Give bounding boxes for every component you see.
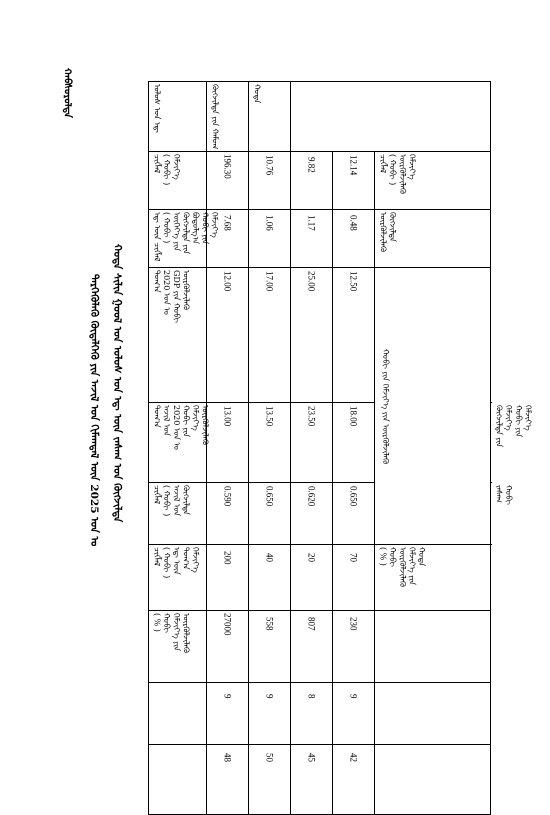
value-cell: 10.76 xyxy=(249,152,291,210)
row-header-unit: ᠬᠦᠭᠵᠢᠯᠲᠡ ᠶᠢᠨ ᠬᠠᠮᠤᠭ xyxy=(207,82,249,152)
col-header-4: ᠲᠣᠭ᠎ᠠ ᠠᠵᠢᠯ ᠤᠨ 2020 ᠣᠨ ᠤ ᠬᠤᠪᠢ ᠶᠢᠨ ᠬᠡᠮᠵᠢᠶ᠎ᠡ ᠦᠷᠭᠦᠯᠵᠢᠯᠡᠬᠦ xyxy=(149,403,207,483)
value-cell: 0.48 xyxy=(333,210,375,268)
value-cell: 18.00 xyxy=(333,403,375,483)
value-cell: 196.30 xyxy=(207,152,249,210)
value-cell: 27000 xyxy=(207,611,249,683)
value-cell: 1.06 xyxy=(249,210,291,268)
value-cell: 40 xyxy=(249,545,291,611)
value-cell: 9 xyxy=(333,683,375,745)
value-cell: 25.00 xyxy=(291,268,333,403)
value-cell: 23.50 xyxy=(291,403,333,483)
document-title-line-2: ᠲᠡᠷᠭᠡᠭᠦᠯᠡᠬᠦ ᠬᠥᠳᠡᠯᠭᠡᠬᠦ ᠶᠢᠨ ᠠᠵᠢᠯ ᠤᠨ ᠬᠢᠮᠠᠭᠳᠠᠯ ᠦᠨ 2025 ᠣᠨ ᠤ xyxy=(88,274,101,547)
value-cell: 42 xyxy=(333,745,375,815)
value-cell: 70 xyxy=(333,545,375,611)
col-header-7: ᠴᠢᠭᠯᠡᠯ ( ᠬᠤᠪᠢ ) ᠡᠳ᠋ ᠦᠨ ᠲᠣᠭ᠎ᠠ ᠬᠡᠮᠵᠢᠶ᠎ᠡ xyxy=(149,545,207,611)
value-cell: 48 xyxy=(207,745,249,815)
row-header-blank xyxy=(291,82,491,152)
value-cell: 0.650 xyxy=(249,483,291,545)
value-cell: 9.82 xyxy=(291,152,333,210)
value-cell: 230 xyxy=(333,611,375,683)
col-header-6: ᠴᠢᠭᠯᠡᠯ ( ᠬᠤᠪᠢ ) ᠠᠵᠢᠯ ᠤᠨ ᠬᠦᠭᠵᠢᠯᠲᠡ xyxy=(149,483,207,545)
value-cell: 558 xyxy=(249,611,291,683)
value-cell: 13.00 xyxy=(207,403,249,483)
empty-cell xyxy=(375,745,491,815)
data-table: ᠤᠯᠤᠰ ᠤᠨ ᠡᠳ᠋ ᠬᠦᠭᠵᠢᠯᠲᠡ ᠶᠢᠨ ᠬᠠᠮᠤᠭ ᠬᠣᠲᠠ ᠴᠢᠭᠯᠡᠯ ( ᠬᠤᠪᠢ ) ᠬᠡᠮᠵᠢᠶ᠎ᠡ 196.30 10.76 9.82 12.14 ᠴᠢᠭᠯᠡᠯ ( ᠬᠤᠪᠢ ) ᠦᠷᠭᠦᠯᠵᠢᠯᠡᠬᠦ ᠬᠡᠮᠵᠢᠶ᠎ᠡ ᠡᠳ᠋ ᠦᠨ ᠴᠢᠭᠯᠡᠯ ( ᠬᠤᠪᠢ ) ᠦᠭᠡᠶ᠎ᠡ ᠶᠢᠨ ᠬᠦᠭᠵᠢᠯᠲᠡ ᠶᠢᠨ ᠪᠣᠳᠤᠯᠭ᠎ᠠ ᠬᠤᠪᠢ ᠶᠢᠨ ᠬᠡᠮᠵᠢᠶ᠎ᠡ 7.68 1.06 1.17 0.48 ᠦᠷᠭᠦᠯᠵᠢᠯᠡᠬᠦ ᠬᠦᠭᠵᠢᠯᠲᠡ ᠲᠣᠭ᠎ᠠ 2020 ᠣᠨ ᠤ GDP ᠶᠢᠨ ᠬᠤᠪᠢ ᠦᠷᠭᠦᠯᠵᠢᠯᠡᠬᠦ 12.00 17.00 25.00 12.50 ᠬᠤᠪᠢ ᠶᠢᠨ ᠬᠡᠮᠵᠢᠶ᠎ᠡ ᠶᠢᠨ ᠦᠷᠭᠦᠯᠵᠢᠯᠡᠬᠦ ᠲᠣᠭ᠎ᠠ ᠠᠵᠢᠯ ᠤᠨ 2020 ᠣᠨ ᠤ ᠬᠤᠪᠢ ᠶᠢᠨ ᠬᠡᠮᠵᠢᠶ᠎ᠡ ᠦᠷᠭᠦᠯᠵᠢᠯᠡᠬᠦ 13.00 13.50 23.50 18.00 ᠬᠦᠭᠵᠢᠯᠲᠡ ᠶᠢᠨ ᠬᠡᠮᠵᠢᠶ᠎ᠡ ᠬᠤᠪᠢ ᠶᠢᠨ ᠬᠡᠮᠵᠢᠶ᠎ᠡ ᠴᠢᠭᠯᠡᠯ ( ᠬᠤᠪᠢ ) ᠠᠵᠢᠯ ᠤᠨ ᠬᠦᠭᠵᠢᠯᠲᠡ 0.590 0.650 0.620 0.650 ᠵᠠᠰᠠᠭ ᠬᠤᠪᠢ ᠴᠢᠭᠯᠡᠯ ( ᠬᠤᠪᠢ ) ᠡᠳ᠋ ᠦᠨ ᠲᠣᠭ᠎ᠠ ᠬᠡᠮᠵᠢᠶ᠎ᠡ 200 40 20 70 ( % ) ᠬᠤᠪᠢ ᠦᠷᠭᠦᠯᠵᠢᠯᠡᠬᠦ ᠬᠡᠮᠵᠢᠶ᠎ᠡ ᠶᠢᠨ ᠬᠣᠲᠠ ( % ) ᠬᠤᠪᠢ ᠬᠡᠮᠵᠢᠶ᠎ᠡ ᠶᠢᠨ ᠦᠷᠭᠦᠯᠵᠢᠯᠡᠬᠦ 27000 558 807 230 9 9 8 9 48 50 45 42 xyxy=(148,81,491,815)
empty-cell xyxy=(149,745,207,815)
value-cell: 20 xyxy=(291,545,333,611)
col-header-3: ᠲᠣᠭ᠎ᠠ 2020 ᠣᠨ ᠤ GDP ᠶᠢᠨ ᠬᠤᠪᠢ ᠦᠷᠭᠦᠯᠵᠢᠯᠡᠬᠦ xyxy=(149,268,207,403)
document-title-line-1: ᠬᠣᠲᠠ ᠰᠢᠯᠢᠨ ᠭᠣᠣᠯ ᠤᠨ ᠤᠯᠤᠰ ᠤᠨ ᠡᠳ᠋ ᠦᠨ ᠵᠠᠰᠠᠭ ᠤᠨ ᠬᠦᠭᠵᠢᠯᠲᠡ xyxy=(111,244,124,523)
col-header-1: ᠴᠢᠭᠯᠡᠯ ( ᠬᠤᠪᠢ ) ᠦᠷᠭᠦᠯᠵᠢᠯᠡᠬᠦ ᠬᠡᠮᠵᠢᠶ᠎ᠡ xyxy=(375,152,491,210)
value-cell: 9 xyxy=(249,683,291,745)
value-cell: 12.14 xyxy=(333,152,375,210)
empty-cell xyxy=(149,683,207,745)
value-cell: 0.650 xyxy=(333,483,375,545)
col-header-9: ( % ) ᠬᠤᠪᠢ ᠬᠡᠮᠵᠢᠶ᠎ᠡ ᠶᠢᠨ ᠦᠷᠭᠦᠯᠵᠢᠯᠡᠬᠦ xyxy=(149,611,207,683)
value-cell: 0.620 xyxy=(291,483,333,545)
row-header-city: ᠬᠣᠲᠠ xyxy=(249,82,291,152)
row-header-nation: ᠤᠯᠤᠰ ᠤᠨ ᠡᠳ᠋ xyxy=(149,82,207,152)
empty-cell xyxy=(375,683,491,745)
value-cell: 12.00 xyxy=(207,268,249,403)
first-col-label-2: ᠦᠷᠭᠦᠯᠵᠢᠯᠡᠬᠦ ᠬᠦᠭᠵᠢᠯᠲᠡ xyxy=(375,210,491,268)
value-cell: 200 xyxy=(207,545,249,611)
first-col-label-1: ᠴᠢᠭᠯᠡᠯ ( ᠬᠤᠪᠢ ) ᠬᠡᠮᠵᠢᠶ᠎ᠡ xyxy=(149,152,207,210)
value-cell: 7.68 xyxy=(207,210,249,268)
col-header-2: ᠡᠳ᠋ ᠦᠨ ᠴᠢᠭᠯᠡᠯ ( ᠬᠤᠪᠢ ) ᠦᠭᠡᠶ᠎ᠡ ᠶᠢᠨ ᠬᠦᠭᠵᠢᠯᠲᠡ ᠶᠢᠨ ᠪᠣᠳᠤᠯᠭ᠎ᠠ ᠬᠤᠪᠢ ᠶᠢᠨ ᠬᠡᠮᠵᠢᠶ᠎ᠡ xyxy=(149,210,207,268)
col-header-8: ( % ) ᠬᠤᠪᠢ ᠦᠷᠭᠦᠯᠵᠢᠯᠡᠬᠦ ᠬᠡᠮᠵᠢᠶ᠎ᠡ ᠶᠢᠨ ᠬᠣᠲᠠ xyxy=(375,545,491,611)
value-cell: 807 xyxy=(291,611,333,683)
corner-label: ᠬᠠᠪᠰᠤᠷᠤᠯᠲᠠ xyxy=(61,68,73,118)
value-cell: 13.50 xyxy=(249,403,291,483)
value-cell: 8 xyxy=(291,683,333,745)
value-cell: 9 xyxy=(207,683,249,745)
group-caption: ᠬᠤᠪᠢ ᠶᠢᠨ ᠬᠡᠮᠵᠢᠶ᠎ᠡ ᠶᠢᠨ ᠦᠷᠭᠦᠯᠵᠢᠯᠡᠬᠦ xyxy=(375,268,491,545)
value-cell: 1.17 xyxy=(291,210,333,268)
value-cell: 45 xyxy=(291,745,333,815)
value-cell: 17.00 xyxy=(249,268,291,403)
empty-cell xyxy=(375,611,491,683)
value-cell: 0.590 xyxy=(207,483,249,545)
value-cell: 50 xyxy=(249,745,291,815)
value-cell: 12.50 xyxy=(333,268,375,403)
